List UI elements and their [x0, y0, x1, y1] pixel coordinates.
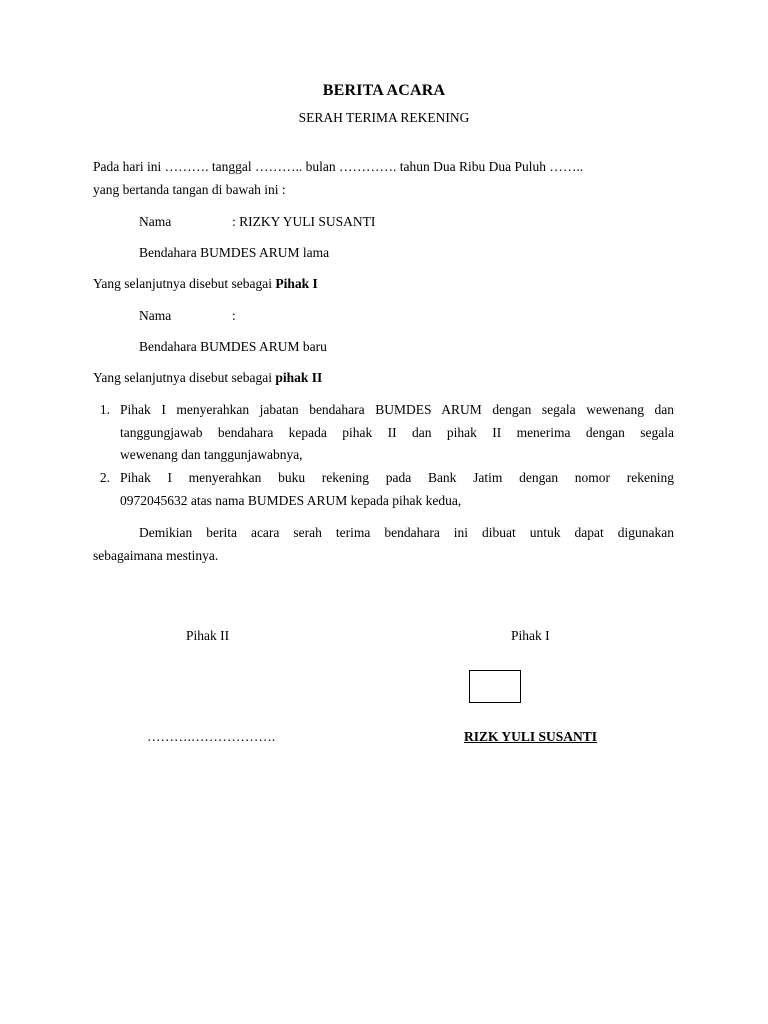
closing-line-1: Demikian berita acara serah terima bendahara ini dibuat untuk dapat digunakan [139, 525, 674, 540]
party1-name-row [139, 214, 375, 230]
list-item-number: 2. [99, 470, 110, 485]
party1-designation-label: Pihak I [275, 276, 318, 291]
party1-role: Bendahara BUMDES ARUM lama [139, 245, 330, 260]
signature-box [469, 670, 521, 703]
party2-role: Bendahara BUMDES ARUM baru [139, 339, 327, 354]
opening-line-1: Pada hari ini ………. tanggal ……….. bulan …………. tahun Dua Ribu Dua Puluh …….. [93, 159, 584, 174]
signature-right-label: Pihak I [511, 628, 550, 643]
document-subtitle: SERAH TERIMA REKENING [298, 110, 470, 125]
opening-line-2: yang bertanda tangan di bawah ini : [93, 182, 286, 197]
list-item-line: wewenang dan tanggunjawabnya, [120, 447, 303, 462]
party2-designation [93, 370, 322, 386]
list-item-number: 1. [99, 402, 110, 417]
party2-name-row [139, 308, 236, 324]
party2-name-value: : [232, 308, 236, 323]
list-item-line: tanggungjawab bendahara kepada pihak II dan pihak II menerima dengan segala [120, 425, 674, 440]
party2-designation-prefix: Yang selanjutnya disebut sebagai [93, 370, 276, 385]
party1-name-label: Nama [139, 214, 172, 229]
document-title: BERITA ACARA [322, 82, 446, 99]
list-item-line: Pihak I menyerahkan buku rekening pada Bank Jatim dengan nomor rekening [120, 470, 674, 485]
list-item-line: 0972045632 atas nama BUMDES ARUM kepada pihak kedua, [120, 493, 462, 508]
party2-designation-label: pihak II [275, 370, 323, 385]
party2-name-label: Nama [139, 308, 172, 323]
closing-line-2: sebagaimana mestinya. [93, 548, 219, 563]
signature-right-name: RIZK YULI SUSANTI [464, 729, 598, 744]
signature-left-name: ……….………………. [147, 729, 276, 744]
party1-name-value: : RIZKY YULI SUSANTI [232, 214, 376, 229]
signature-left-label: Pihak II [186, 628, 230, 643]
party1-designation-prefix: Yang selanjutnya disebut sebagai [93, 276, 276, 291]
party1-designation [93, 276, 318, 292]
list-item-line: Pihak I menyerahkan jabatan bendahara BUMDES ARUM dengan segala wewenang dan [120, 402, 674, 417]
